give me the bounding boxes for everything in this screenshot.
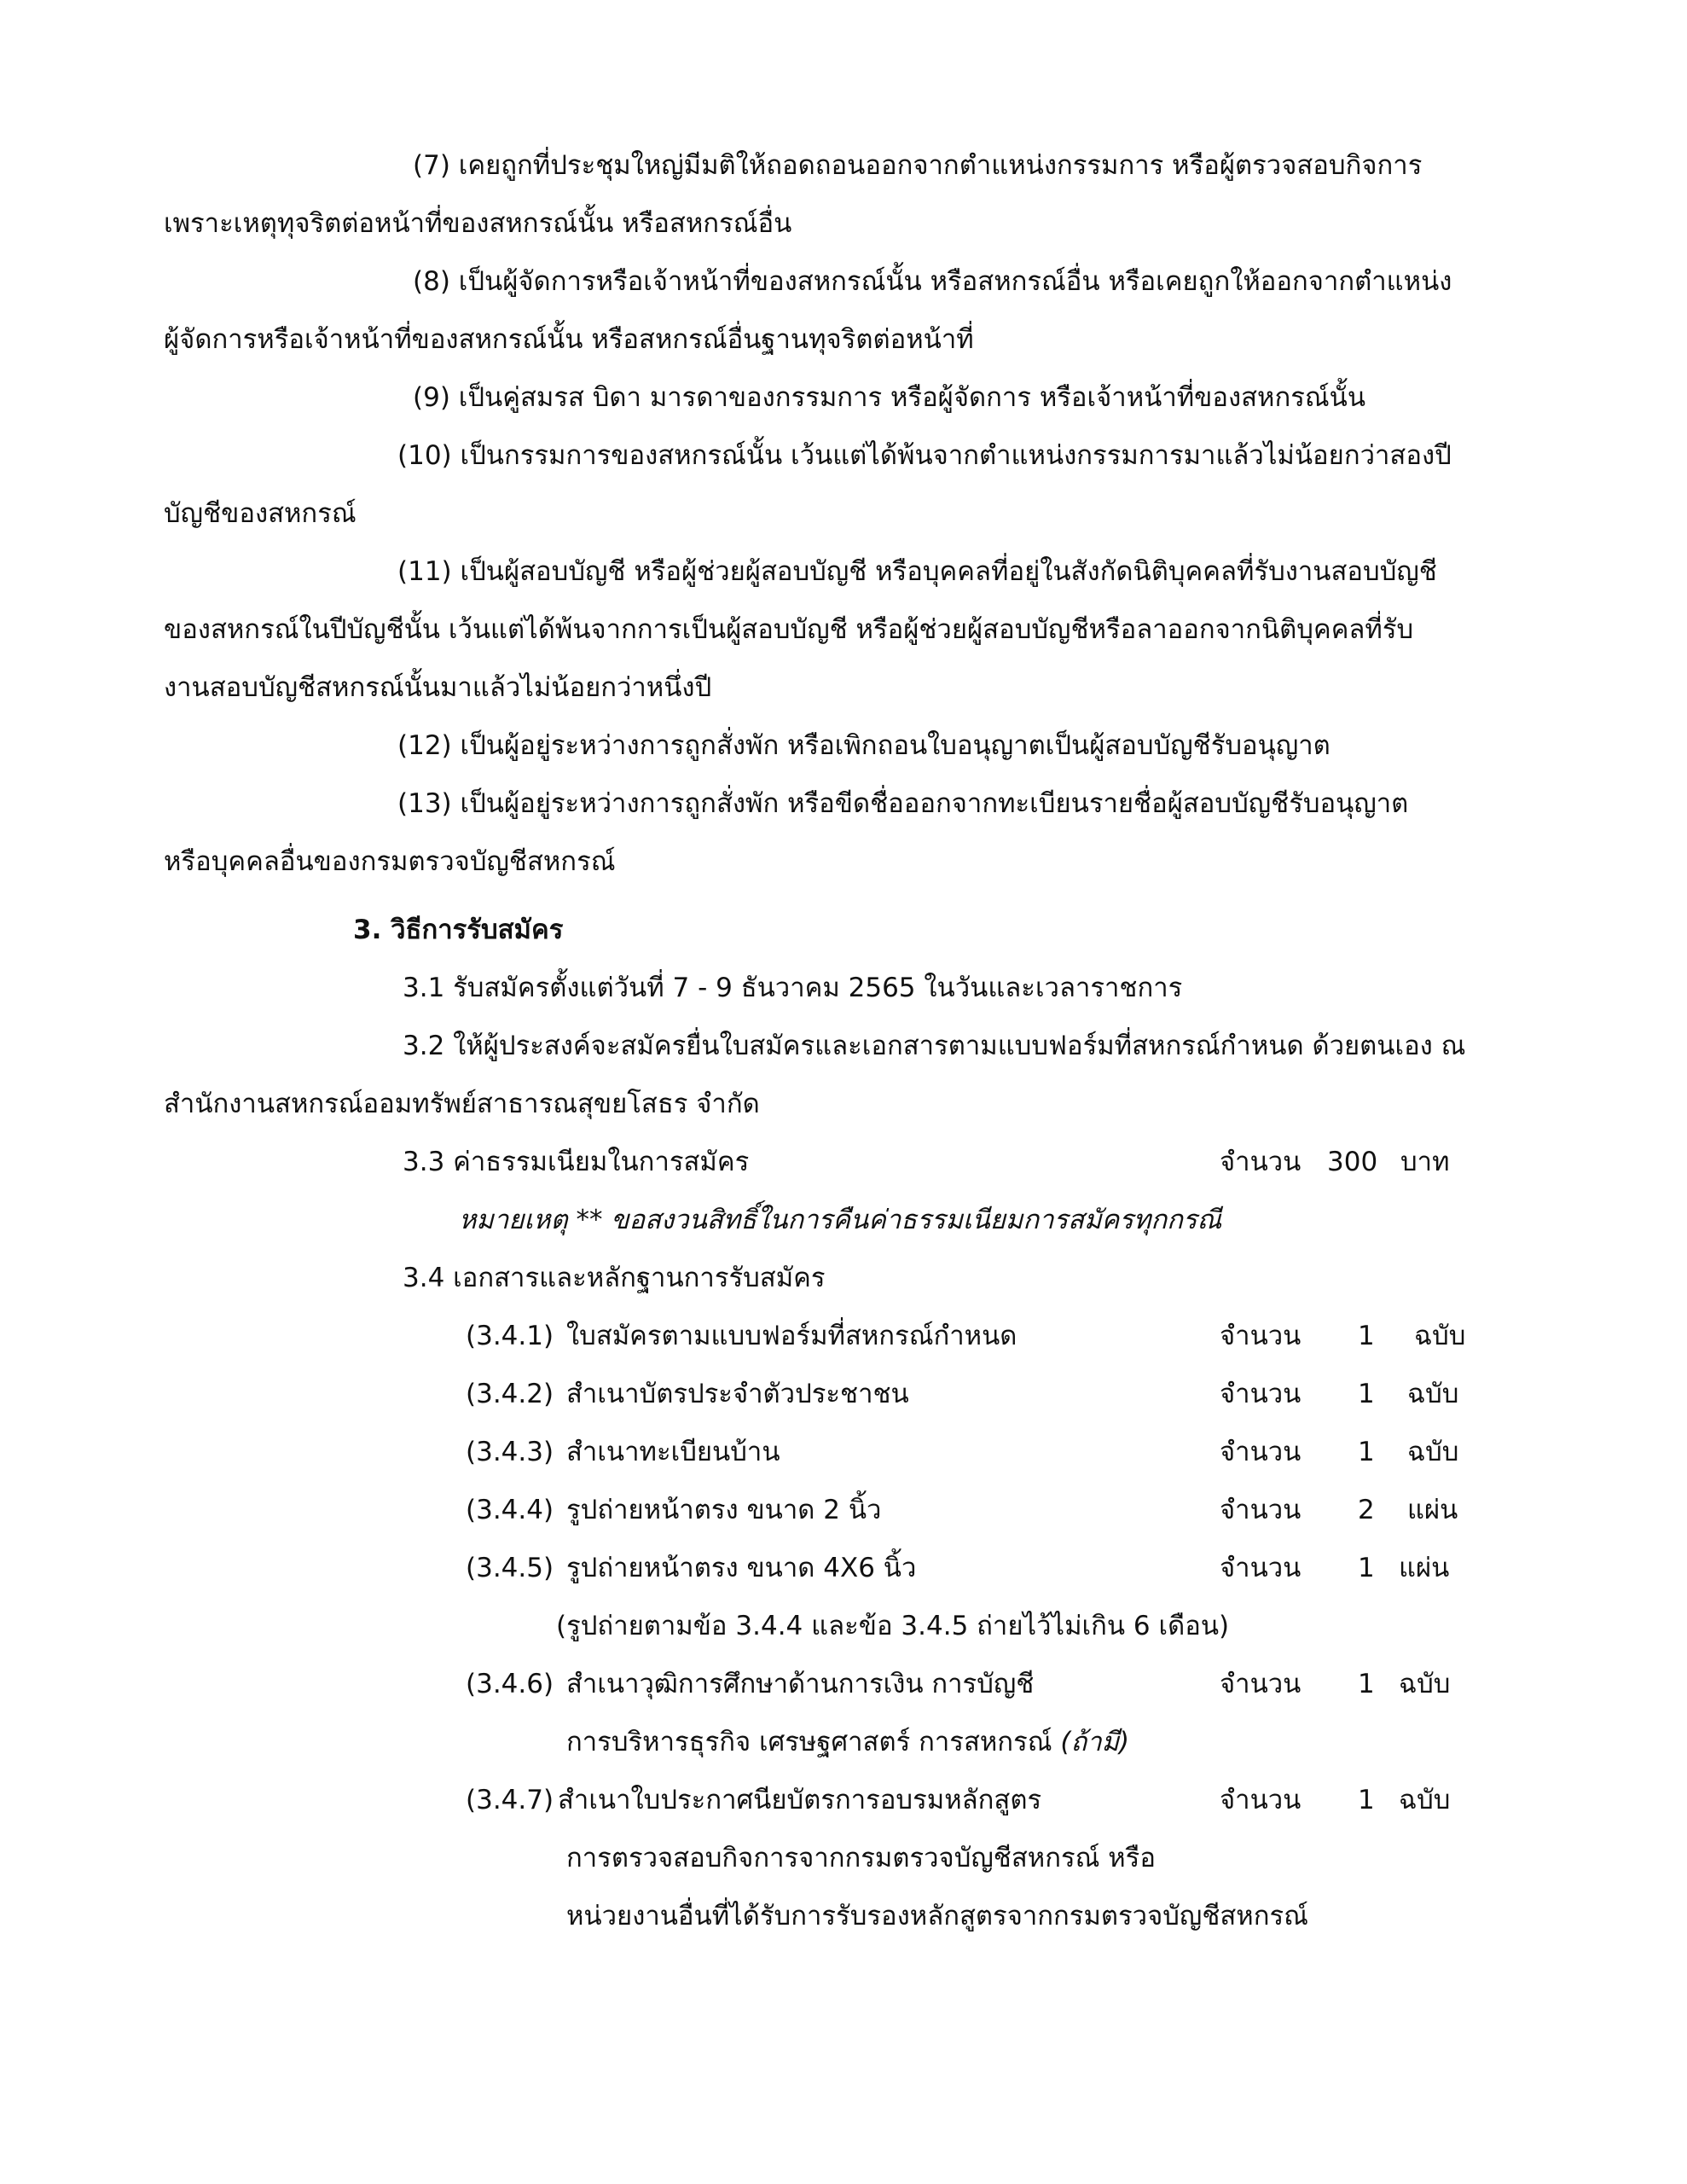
doc-item-unit: แผ่น: [1399, 1553, 1450, 1583]
doc-item-7-cont-text-1: การตรวจสอบกิจการจากกรมตรวจบัญชีสหกรณ์ หรือ: [566, 1843, 1156, 1873]
doc-item-unit: ฉบับ: [1399, 1669, 1451, 1699]
doc-item-num: (3.4.3): [466, 1437, 554, 1467]
doc-item-6-cont-text: [566, 1722, 1129, 1763]
doc-item-text: สำเนาใบประกาศนียบัตรการอบรมหลักสูตร: [558, 1785, 1042, 1815]
doc-item-qty-label: จำนวน: [1220, 1785, 1301, 1815]
doc-item-qty: 1: [1358, 1669, 1375, 1699]
item-8-text-1: (8) เป็นผู้จัดการหรือเจ้าหน้าที่ของสหกรณ์นั้น หรือสหกรณ์อื่น หรือเคยถูกให้ออกจากตำแหน่ง: [413, 266, 1452, 297]
section-3-3-label: 3.3 ค่าธรรมเนียมในการสมัคร: [403, 1147, 750, 1177]
item-11-text-1: (11) เป็นผู้สอบบัญชี หรือผู้ช่วยผู้สอบบัญชี หรือบุคคลที่อยู่ในสังกัดนิติบุคคลที่รับงานสอบบัญชี: [397, 556, 1437, 587]
section-3-3-qty-label: จำนวน: [1220, 1147, 1301, 1177]
doc-item-num: (3.4.4): [466, 1495, 554, 1525]
section-3-3-unit: บาท: [1400, 1147, 1450, 1177]
doc-item-6-cont-optional: (ถ้ามี): [1060, 1727, 1130, 1757]
doc-item-num: (3.4.1): [466, 1321, 554, 1351]
doc-item-qty: 1: [1358, 1321, 1375, 1351]
doc-item-qty-label: จำนวน: [1220, 1321, 1301, 1351]
item-7-text-2: เพราะเหตุทุจริตต่อหน้าที่ของสหกรณ์นั้น หรือสหกรณ์อื่น: [164, 208, 792, 239]
section-3-2-text-1: 3.2 ให้ผู้ประสงค์จะสมัครยื่นใบสมัครและเอกสารตามแบบฟอร์มที่สหกรณ์กำหนด ด้วยตนเอง ณ: [403, 1031, 1466, 1061]
doc-item-qty-label: จำนวน: [1220, 1437, 1301, 1467]
section-3-2-text-2: สำนักงานสหกรณ์ออมทรัพย์สาธารณสุขยโสธร จำกัด: [164, 1089, 760, 1119]
doc-item-text: รูปถ่ายหน้าตรง ขนาด 4X6 นิ้ว: [566, 1553, 917, 1583]
doc-item-unit: ฉบับ: [1407, 1379, 1459, 1409]
doc-item-unit: ฉบับ: [1399, 1785, 1451, 1815]
doc-item-text: รูปถ่ายหน้าตรง ขนาด 2 นิ้ว: [566, 1495, 882, 1525]
doc-item-qty: 1: [1358, 1379, 1375, 1409]
photo-note-text: (รูปถ่ายตามข้อ 3.4.4 และข้อ 3.4.5 ถ่ายไว้ไม่เกิน 6 เดือน): [556, 1611, 1230, 1641]
section-3-3-note-text: หมายเหตุ ** ขอสงวนสิทธิ์ในการคืนค่าธรรมเนียมการสมัครทุกกรณี: [459, 1205, 1222, 1235]
doc-item-text: สำเนาวุฒิการศึกษาด้านการเงิน การบัญชี: [566, 1669, 1035, 1699]
doc-item-num: (3.4.7): [466, 1785, 554, 1815]
doc-item-6-cont-main: การบริหารธุรกิจ เศรษฐศาสตร์ การสหกรณ์: [566, 1727, 1052, 1757]
item-12-text-1: (12) เป็นผู้อยู่ระหว่างการถูกสั่งพัก หรือเพิกถอนใบอนุญาตเป็นผู้สอบบัญชีรับอนุญาต: [397, 730, 1330, 761]
section-3-3-amount: 300: [1327, 1147, 1378, 1177]
doc-item-7-cont-text-2: หน่วยงานอื่นที่ได้รับการรับรองหลักสูตรจากกรมตรวจบัญชีสหกรณ์: [566, 1901, 1308, 1931]
section-3-1-text: 3.1 รับสมัครตั้งแต่วันที่ 7 - 9 ธันวาคม 2565 ในวันและเวลาราชการ: [403, 973, 1183, 1003]
doc-item-unit: ฉบับ: [1414, 1321, 1466, 1351]
doc-item-num: (3.4.2): [466, 1379, 554, 1409]
doc-item-qty: 1: [1358, 1785, 1375, 1815]
item-13-text-1: (13) เป็นผู้อยู่ระหว่างการถูกสั่งพัก หรือขีดชื่อออกจากทะเบียนรายชื่อผู้สอบบัญชีรับอนุญาต: [397, 788, 1409, 819]
item-10-text-2: บัญชีของสหกรณ์: [164, 498, 357, 529]
item-9-text-1: (9) เป็นคู่สมรส บิดา มารดาของกรรมการ หรือผู้จัดการ หรือเจ้าหน้าที่ของสหกรณ์นั้น: [413, 382, 1366, 413]
section-3-4-label: 3.4 เอกสารและหลักฐานการรับสมัคร: [403, 1263, 826, 1293]
doc-item-qty: 1: [1358, 1553, 1375, 1583]
section-3-heading-text: 3. วิธีการรับสมัคร: [353, 915, 564, 945]
item-8-text-2: ผู้จัดการหรือเจ้าหน้าที่ของสหกรณ์นั้น หรือสหกรณ์อื่นฐานทุจริตต่อหน้าที่: [164, 324, 974, 355]
doc-item-unit: แผ่น: [1407, 1495, 1458, 1525]
item-10-text-1: (10) เป็นกรรมการของสหกรณ์นั้น เว้นแต่ได้พ้นจากตำแหน่งกรรมการมาแล้วไม่น้อยกว่าสองปี: [397, 440, 1452, 471]
doc-item-text: สำเนาบัตรประจำตัวประชาชน: [566, 1379, 909, 1409]
doc-item-num: (3.4.5): [466, 1553, 554, 1583]
doc-item-qty: 2: [1358, 1495, 1375, 1525]
item-11-text-2: ของสหกรณ์ในปีบัญชีนั้น เว้นแต่ได้พ้นจากการเป็นผู้สอบบัญชี หรือผู้ช่วยผู้สอบบัญชีหรือลาออกจากนิติบุคคลที่รับ: [164, 614, 1414, 645]
item-13-text-2: หรือบุคคลอื่นของกรมตรวจบัญชีสหกรณ์: [164, 846, 616, 877]
item-7-text-1: (7) เคยถูกที่ประชุมใหญ่มีมติให้ถอดถอนออกจากตำแหน่งกรรมการ หรือผู้ตรวจสอบกิจการ: [413, 150, 1423, 181]
doc-item-text: สำเนาทะเบียนบ้าน: [566, 1437, 780, 1467]
doc-item-qty-label: จำนวน: [1220, 1669, 1301, 1699]
doc-item-text: ใบสมัครตามแบบฟอร์มที่สหกรณ์กำหนด: [566, 1321, 1017, 1351]
doc-item-qty-label: จำนวน: [1220, 1379, 1301, 1409]
item-11-text-3: งานสอบบัญชีสหกรณ์นั้นมาแล้วไม่น้อยกว่าหนึ่งปี: [164, 672, 712, 703]
doc-item-num: (3.4.6): [466, 1669, 554, 1699]
doc-item-unit: ฉบับ: [1407, 1437, 1459, 1467]
doc-item-qty-label: จำนวน: [1220, 1553, 1301, 1583]
doc-item-qty: 1: [1358, 1437, 1375, 1467]
doc-item-qty-label: จำนวน: [1220, 1495, 1301, 1525]
